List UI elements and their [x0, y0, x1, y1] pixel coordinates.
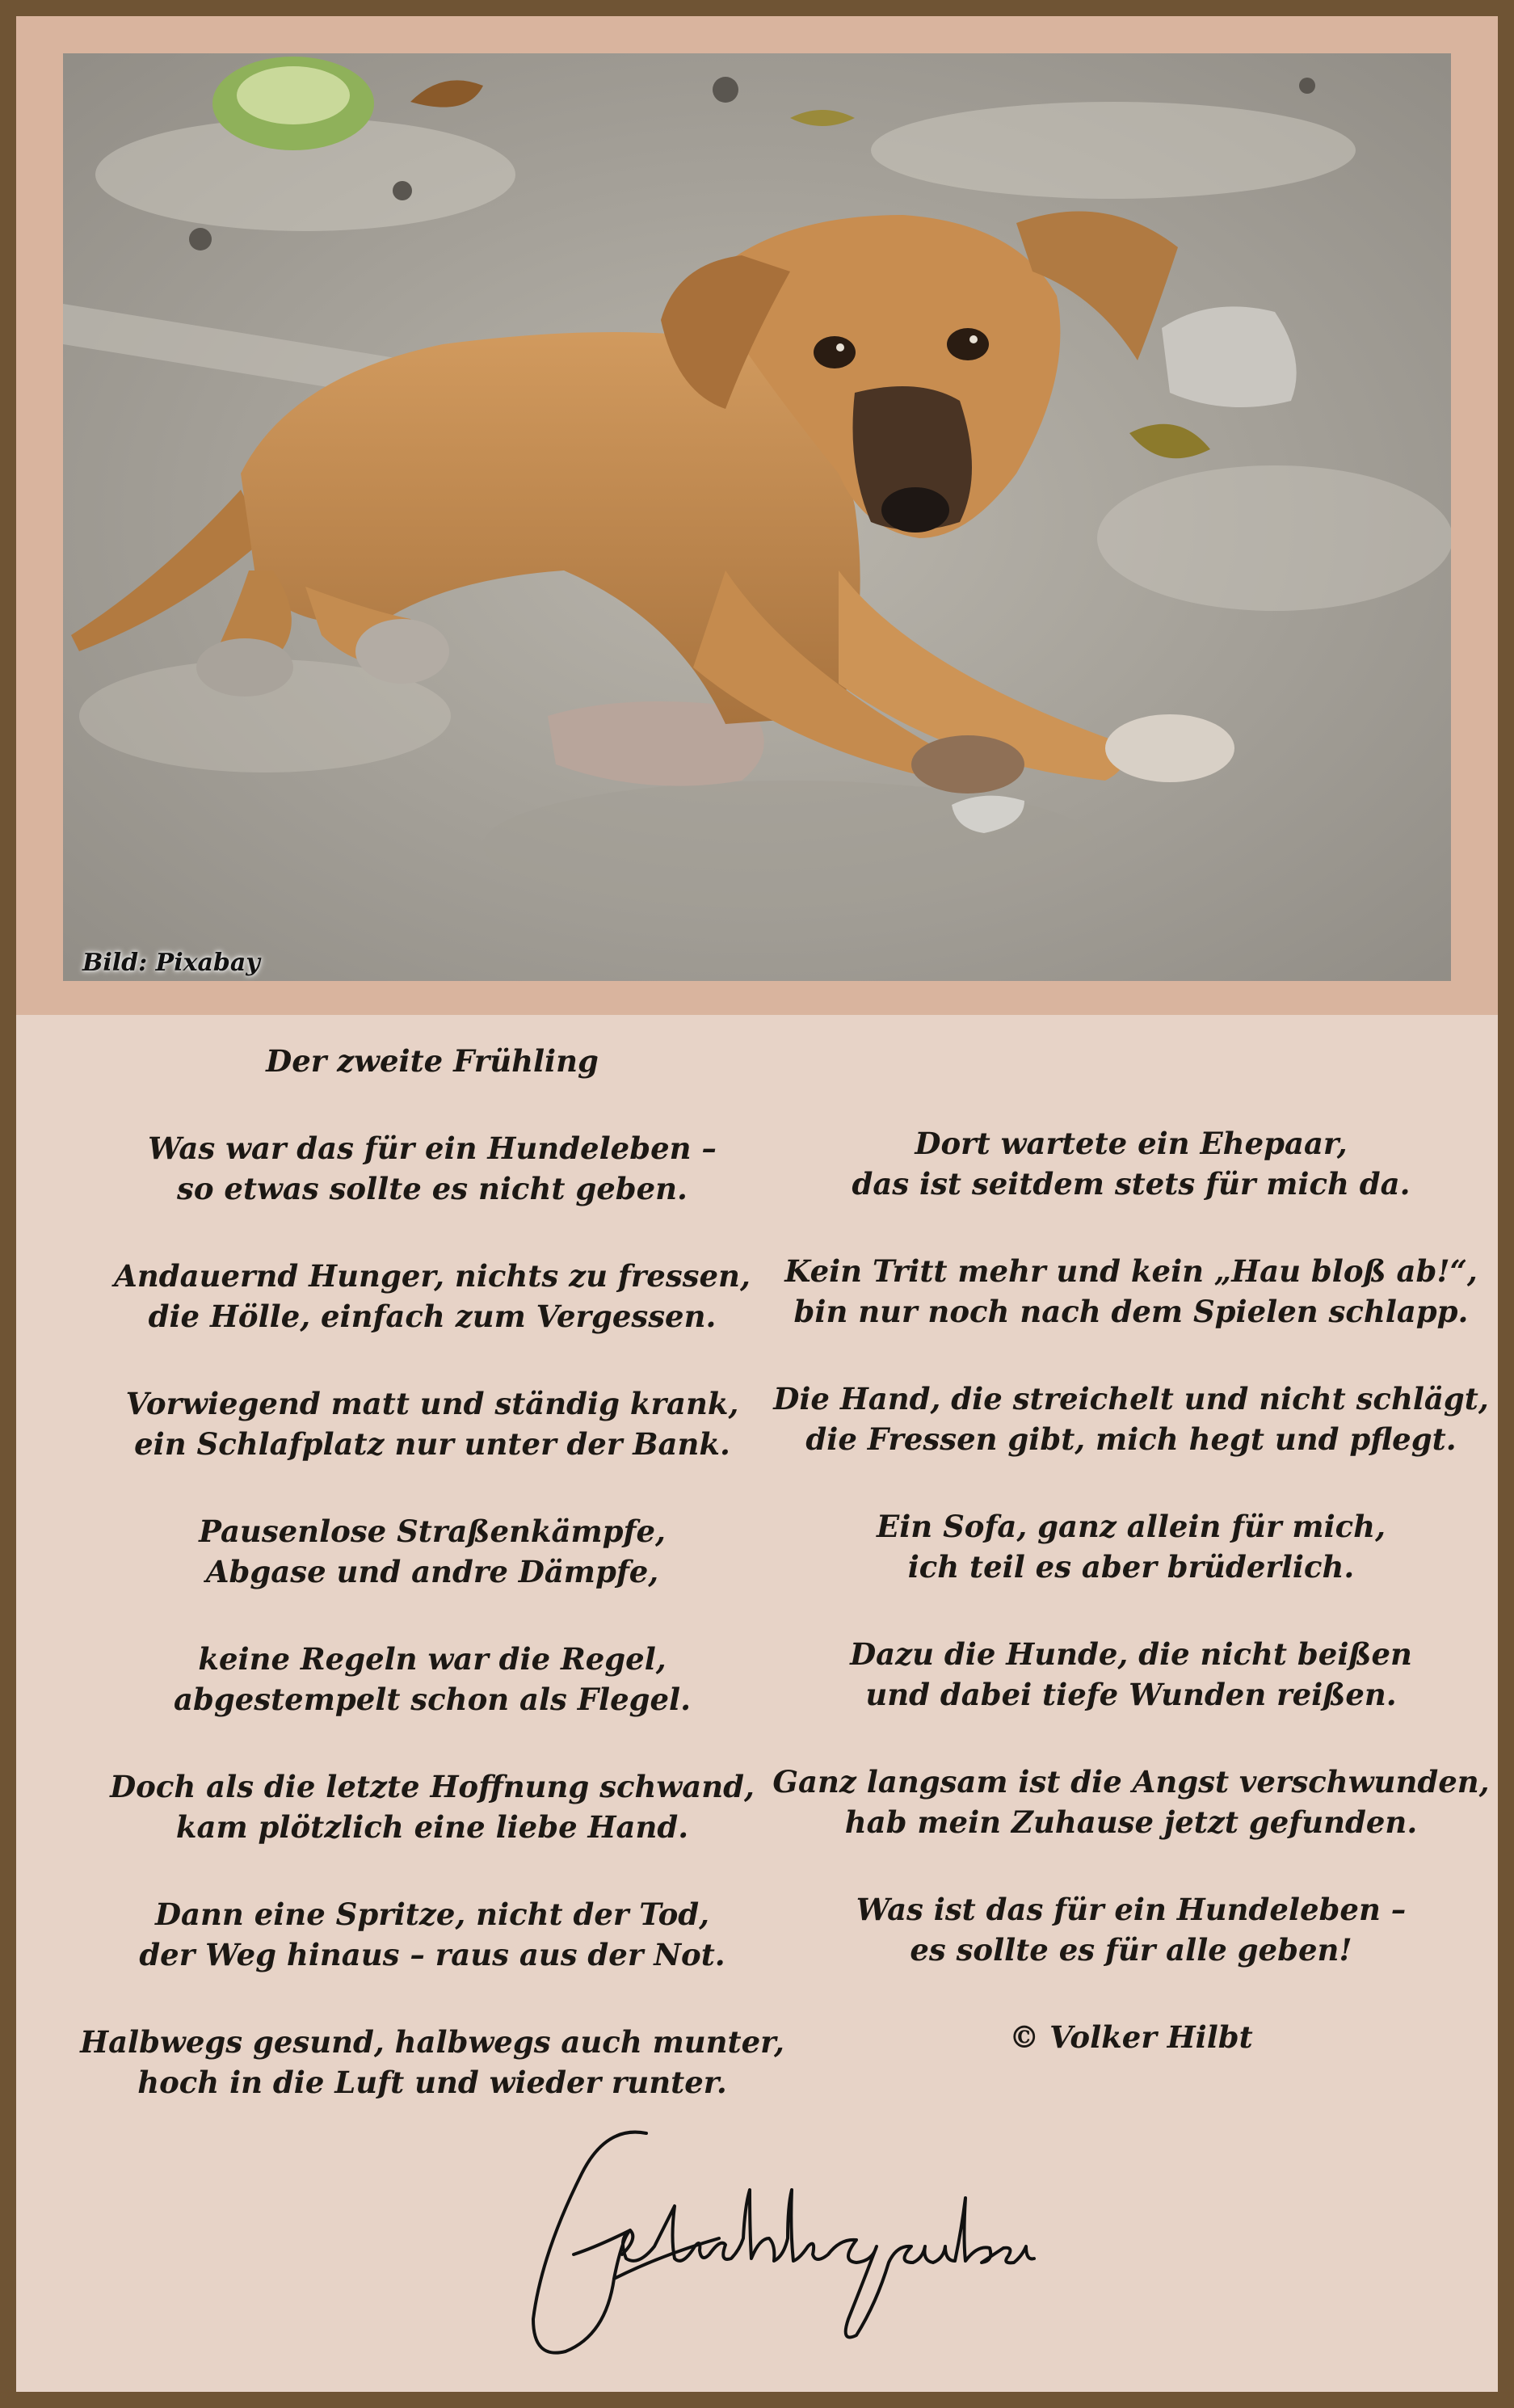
poem-line: Vorwiegend matt und ständig krank, [125, 1386, 739, 1421]
stanza [735, 1634, 1514, 1715]
copyright: © Volker Hilbt [1009, 2019, 1253, 2055]
poem-line: Ganz langsam ist die Angst verschwunden, [772, 1764, 1490, 1800]
poem-line: Kein Tritt mehr und kein „Hau bloß ab!“, [784, 1253, 1478, 1289]
dog-photo-icon [63, 53, 1451, 981]
poem-line: hoch in die Luft und wieder runter. [137, 2065, 727, 2100]
poem-line: Doch als die letzte Hoffnung schwand, [110, 1769, 755, 1804]
stanza [24, 1894, 840, 1975]
signature-logo [509, 2117, 1042, 2368]
poem-line: die Hölle, einfach zum Vergessen. [148, 1299, 717, 1334]
poem-line: Pausenlose Straßenkämpfe, [199, 1513, 666, 1549]
poem-line: Andauernd Hunger, nichts zu fressen, [114, 1258, 751, 1294]
poem-line: keine Regeln war die Regel, [198, 1641, 667, 1677]
image-credit: Bild: Pixabay [82, 949, 260, 977]
poem-line: bin nur noch nach dem Spielen schlapp. [793, 1294, 1469, 1329]
poem-right-column [735, 1123, 1514, 2057]
poster-panel [16, 16, 1498, 2392]
stanza [24, 1383, 840, 1464]
stanza [24, 1639, 840, 1720]
stanza [735, 1379, 1514, 1459]
stanza [24, 1511, 840, 1592]
poem-line: und dabei tiefe Wunden reißen. [865, 1677, 1397, 1712]
stanza [735, 1506, 1514, 1587]
poem-line: das ist seitdem stets für mich da. [852, 1166, 1411, 1202]
poem-line: Halbwegs gesund, halbwegs auch munter, [80, 2024, 784, 2060]
poem-line: abgestempelt schon als Flegel. [174, 1682, 691, 1717]
poem-line: Was war das für ein Hundeleben – [148, 1130, 717, 1166]
stanza [735, 1762, 1514, 1842]
signature-logo-icon [509, 2117, 1042, 2368]
poem-line: der Weg hinaus – raus aus der Not. [139, 1937, 725, 1972]
poem-line: so etwas sollte es nicht geben. [177, 1171, 688, 1206]
poem-line: Was ist das für ein Hundeleben – [856, 1892, 1407, 1927]
stanza [735, 1889, 1514, 1970]
poem-line: Ein Sofa, ganz allein für mich, [877, 1509, 1386, 1544]
poem-left-column [24, 1041, 840, 2149]
stanza [735, 1123, 1514, 1204]
poem-line: Dann eine Spritze, nicht der Tod, [154, 1897, 710, 1932]
poem-line: Abgase und andre Dämpfe, [205, 1554, 659, 1589]
poem-line: ich teil es aber brüderlich. [907, 1549, 1355, 1585]
poem-title: Der zweite Frühling [266, 1043, 599, 1079]
photo-band [16, 16, 1498, 1015]
poem-line: ein Schlafplatz nur unter der Bank. [134, 1426, 730, 1462]
poem-line: Dort wartete ein Ehepaar, [915, 1126, 1348, 1161]
poem-line: die Fressen gibt, mich hegt und pflegt. [805, 1421, 1457, 1457]
poem-line: hab mein Zuhause jetzt gefunden. [844, 1804, 1418, 1840]
poem-line: Dazu die Hunde, die nicht beißen [850, 1636, 1412, 1672]
poem-line: kam plötzlich eine liebe Hand. [175, 1809, 689, 1845]
stanza [24, 1766, 840, 1847]
poem-line: Die Hand, die streichelt und nicht schlägt, [773, 1381, 1489, 1417]
poem-line: es sollte es für alle geben! [910, 1932, 1352, 1968]
dog-photo [63, 53, 1451, 981]
stanza [735, 1251, 1514, 1332]
stanza [24, 2022, 840, 2103]
stanza [24, 1128, 840, 1209]
stanza [24, 1256, 840, 1337]
